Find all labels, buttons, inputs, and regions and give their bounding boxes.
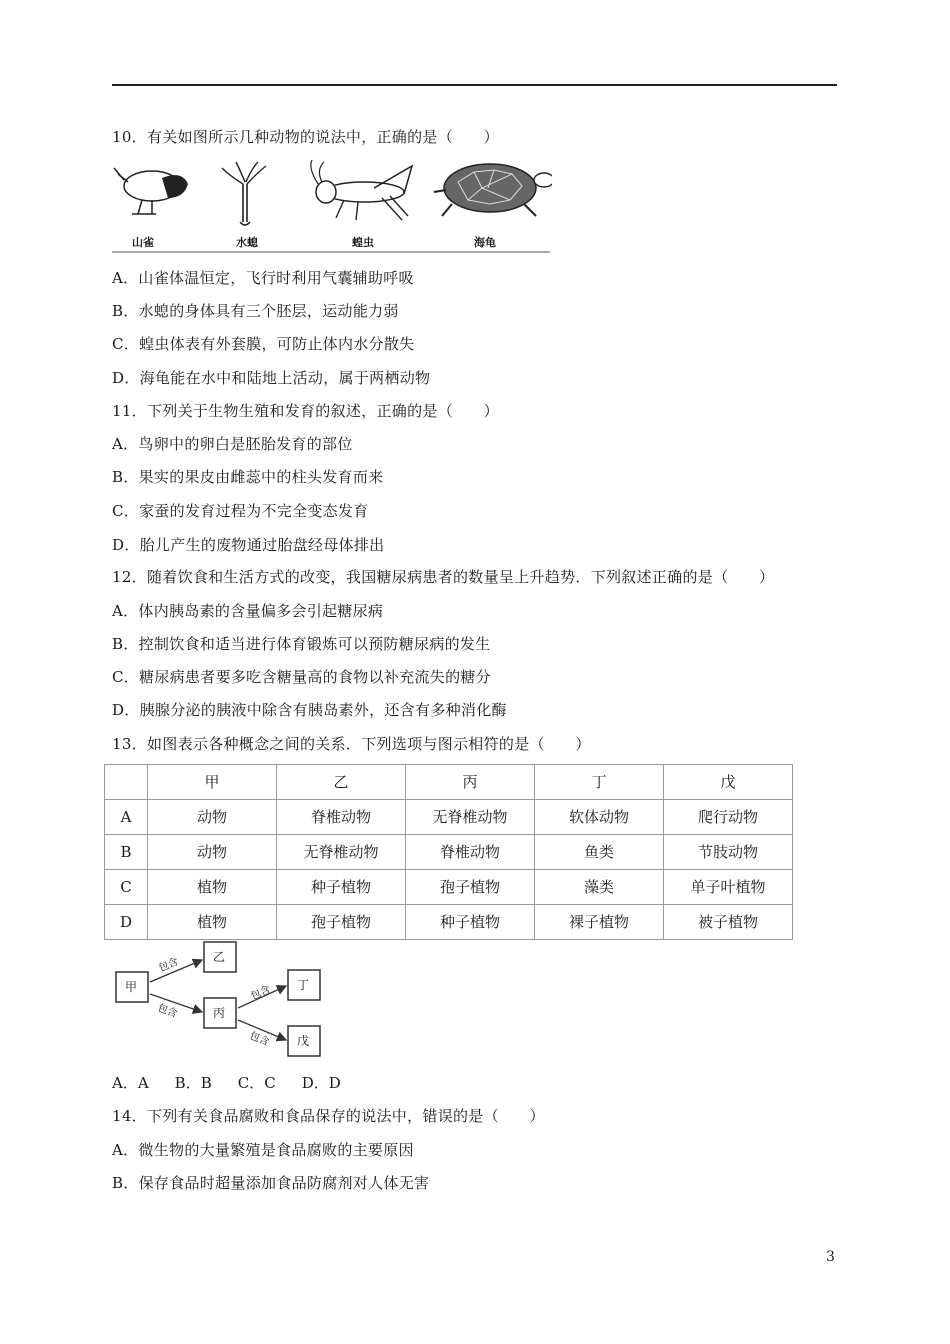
question-11-option-d: D．胎儿产生的废物通过胎盘经母体排出 (112, 536, 385, 554)
question-12-stem: 12．随着饮食和生活方式的改变，我国糖尿病患者的数量呈上升趋势．下列叙述正确的是（ ） (112, 568, 775, 586)
diagram-edge-label: 包含 (249, 984, 273, 1003)
question-10-option-b: B．水螅的身体具有三个胚层，运动能力弱 (112, 302, 399, 320)
table-header-row (105, 765, 793, 800)
table-cell: 脊椎动物 (277, 800, 406, 835)
diagram-edge-label: 包含 (157, 956, 181, 975)
question-10-option-c: C．蝗虫体表有外套膜，可防止体内水分散失 (112, 335, 415, 353)
table-header-cell: 甲 (148, 765, 277, 800)
figure-label-turtle: 海龟 (474, 236, 496, 249)
table-cell: 孢子植物 (406, 870, 535, 905)
figure-label-grasshopper: 蝗虫 (352, 236, 374, 249)
diagram-node-bing: 丙 (213, 1006, 226, 1020)
table-cell: D (105, 905, 148, 940)
table-cell: 种子植物 (277, 870, 406, 905)
table-row (105, 800, 793, 835)
table-cell: 鱼类 (535, 835, 664, 870)
answer-option-d: D．D (301, 1074, 341, 1092)
question-12-option-b: B．控制饮食和适当进行体育锻炼可以预防糖尿病的发生 (112, 635, 491, 653)
diagram-node-jia: 甲 (125, 980, 138, 994)
question-13-answers (112, 1073, 367, 1093)
question-12-option-d: D．胰腺分泌的胰液中除含有胰岛素外，还含有多种消化酶 (112, 701, 507, 719)
concept-table (104, 764, 793, 940)
grasshopper-illustration (311, 160, 412, 220)
tit-bird-illustration (114, 168, 188, 214)
table-cell: 被子植物 (664, 905, 793, 940)
question-14-stem: 14．下列有关食品腐败和食品保存的说法中，错误的是（ ） (112, 1107, 545, 1125)
table-row (105, 905, 793, 940)
question-11-option-c: C．家蚕的发育过程为不完全变态发育 (112, 502, 369, 520)
table-cell: 藻类 (535, 870, 664, 905)
table-cell: B (105, 835, 148, 870)
question-14-option-b: B．保存食品时超量添加食品防腐剂对人体无害 (112, 1174, 430, 1192)
hydra-illustration (222, 162, 266, 225)
table-cell: 孢子植物 (277, 905, 406, 940)
table-cell: 动物 (148, 835, 277, 870)
diagram-edge-label: 包含 (156, 1002, 179, 1020)
table-cell: C (105, 870, 148, 905)
table-cell: 无脊椎动物 (277, 835, 406, 870)
answer-option-a: A．A (112, 1074, 149, 1092)
table-header-cell: 乙 (277, 765, 406, 800)
table-cell: 动物 (148, 800, 277, 835)
question-13-stem: 13．如图表示各种概念之间的关系．下列选项与图示相符的是（ ） (112, 735, 591, 753)
concept-diagram (112, 940, 332, 1060)
question-10-stem: 10．有关如图所示几种动物的说法中，正确的是（ ） (112, 128, 499, 146)
page-number: 3 (826, 1249, 835, 1265)
table-cell: 节肢动物 (664, 835, 793, 870)
table-cell: 单子叶植物 (664, 870, 793, 905)
table-header-cell: 戊 (664, 765, 793, 800)
diagram-node-wu: 戊 (297, 1034, 310, 1048)
table-cell: 脊椎动物 (406, 835, 535, 870)
table-cell: 植物 (148, 870, 277, 905)
table-header-cell: 丙 (406, 765, 535, 800)
table-cell: A (105, 800, 148, 835)
answer-option-c: C．C (237, 1074, 276, 1092)
figure-label-tit: 山雀 (132, 236, 154, 249)
table-cell: 裸子植物 (535, 905, 664, 940)
table-row (105, 870, 793, 905)
table-header-cell: 丁 (535, 765, 664, 800)
question-10-option-a: A．山雀体温恒定，飞行时利用气囊辅助呼吸 (112, 269, 414, 287)
table-cell: 软体动物 (535, 800, 664, 835)
sea-turtle-illustration (434, 164, 552, 216)
diagram-node-ding: 丁 (297, 978, 310, 992)
table-header-cell (105, 765, 148, 800)
question-11-option-b: B．果实的果皮由雌蕊中的柱头发育而来 (112, 468, 384, 486)
answer-option-b: B．B (174, 1074, 212, 1092)
question-12-option-a: A．体内胰岛素的含量偏多会引起糖尿病 (112, 602, 384, 620)
animal-figure (112, 158, 552, 254)
figure-label-hydra: 水螅 (236, 236, 258, 249)
table-row (105, 835, 793, 870)
question-10-option-d: D．海龟能在水中和陆地上活动，属于两栖动物 (112, 369, 431, 387)
diagram-edge-label: 包含 (247, 1030, 271, 1049)
table-cell: 无脊椎动物 (406, 800, 535, 835)
diagram-node-yi: 乙 (213, 950, 226, 964)
question-12-option-c: C．糖尿病患者要多吃含糖量高的食物以补充流失的糖分 (112, 668, 491, 686)
question-14-option-a: A．微生物的大量繁殖是食品腐败的主要原因 (112, 1141, 414, 1159)
question-11-option-a: A．鸟卵中的卵白是胚胎发育的部位 (112, 435, 353, 453)
table-cell: 植物 (148, 905, 277, 940)
question-11-stem: 11．下列关于生物生殖和发育的叙述，正确的是（ ） (112, 402, 499, 420)
table-cell: 种子植物 (406, 905, 535, 940)
table-cell: 爬行动物 (664, 800, 793, 835)
header-rule (112, 84, 837, 86)
